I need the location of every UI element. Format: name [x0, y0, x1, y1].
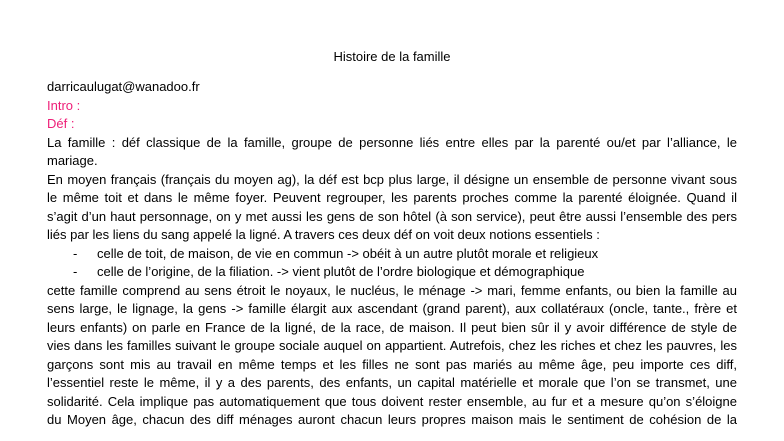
bullet-item	[47, 245, 737, 264]
paragraph-line: du Moyen âge, chacun des diff ménages auront chacun leurs propres maison mais le sentiment de cohésion de la	[47, 412, 737, 427]
paragraph-line: solidarité. Cela implique pas automatiquement que tous doivent rester ensemble, au fur et a mesure qu’on s’éloigne	[47, 393, 737, 409]
document-title: Histoire de la famille	[333, 49, 451, 64]
paragraph-line: En moyen français (français du moyen ag), la déf est bcp plus large, il désigne un ensemble de personne vivant sous	[47, 171, 737, 187]
paragraph-line: cette famille comprend au sens étroit le noyaux, le nucléus, le ménage -> mari, femme enfants, ou bien la famille au	[47, 282, 737, 298]
bullet-text: celle de l’origine, de la filiation. -> vient plutôt de l’ordre biologique et démographique	[97, 264, 585, 279]
paragraph-line: vies dans les familles suivant le groupe sociale auquel on appartient. Autrefois, chez les riches et chez les pauvres, les	[47, 338, 737, 353]
document-body	[47, 78, 737, 430]
bullet-dash: -	[73, 245, 78, 261]
paragraph-line: s’agit d’un haut personnage, on y met aussi les gens de son hôtel (à son service), peut être aussi l’ensemble des pers	[47, 208, 737, 224]
email-address: darricaulugat@wanadoo.fr	[47, 79, 200, 94]
bullet-item	[47, 263, 737, 282]
paragraph-line: sens large, le lignage, la gens -> famille élargit aux ascendant (grand parent), aux collatéraux (oncle, tante., frère et	[47, 301, 737, 316]
intro-heading: Intro :	[47, 97, 81, 113]
paragraph-line: garçons sont mis au travail en même temps et les filles ne sont pas mariés au même âge, peu importe ces diff,	[47, 356, 737, 372]
paragraph-line: leurs enfants) on parle en France de la ligné, de la race, de maison. Il peut bien sûr il y avoir différence de style de	[47, 319, 737, 335]
paragraph-line: liés par les liens du sang appelé la ligné. A travers ces deux déf on voit deux notions essentiels :	[47, 227, 600, 242]
bullet-dash: -	[73, 264, 78, 279]
paragraph-line: mariage.	[47, 153, 98, 168]
paragraph-line: l’essentiel reste le même, il y a des parents, des enfants, un capital matérielle et morale que l’on se transmet, une	[47, 375, 737, 390]
paragraph-line: La famille : déf classique de la famille, groupe de personne liés entre elles par la parenté ou/et par l’alliance, le	[47, 134, 737, 150]
bullet-text: celle de toit, de maison, de vie en commun -> obéit à un autre plutôt morale et religieux	[97, 245, 599, 261]
paragraph-line: le même toit et dans le même foyer. Peuvent regrouper, les parents proches comme la parenté éloignée. Quand il	[47, 190, 737, 205]
definition-heading: Déf :	[47, 116, 75, 131]
